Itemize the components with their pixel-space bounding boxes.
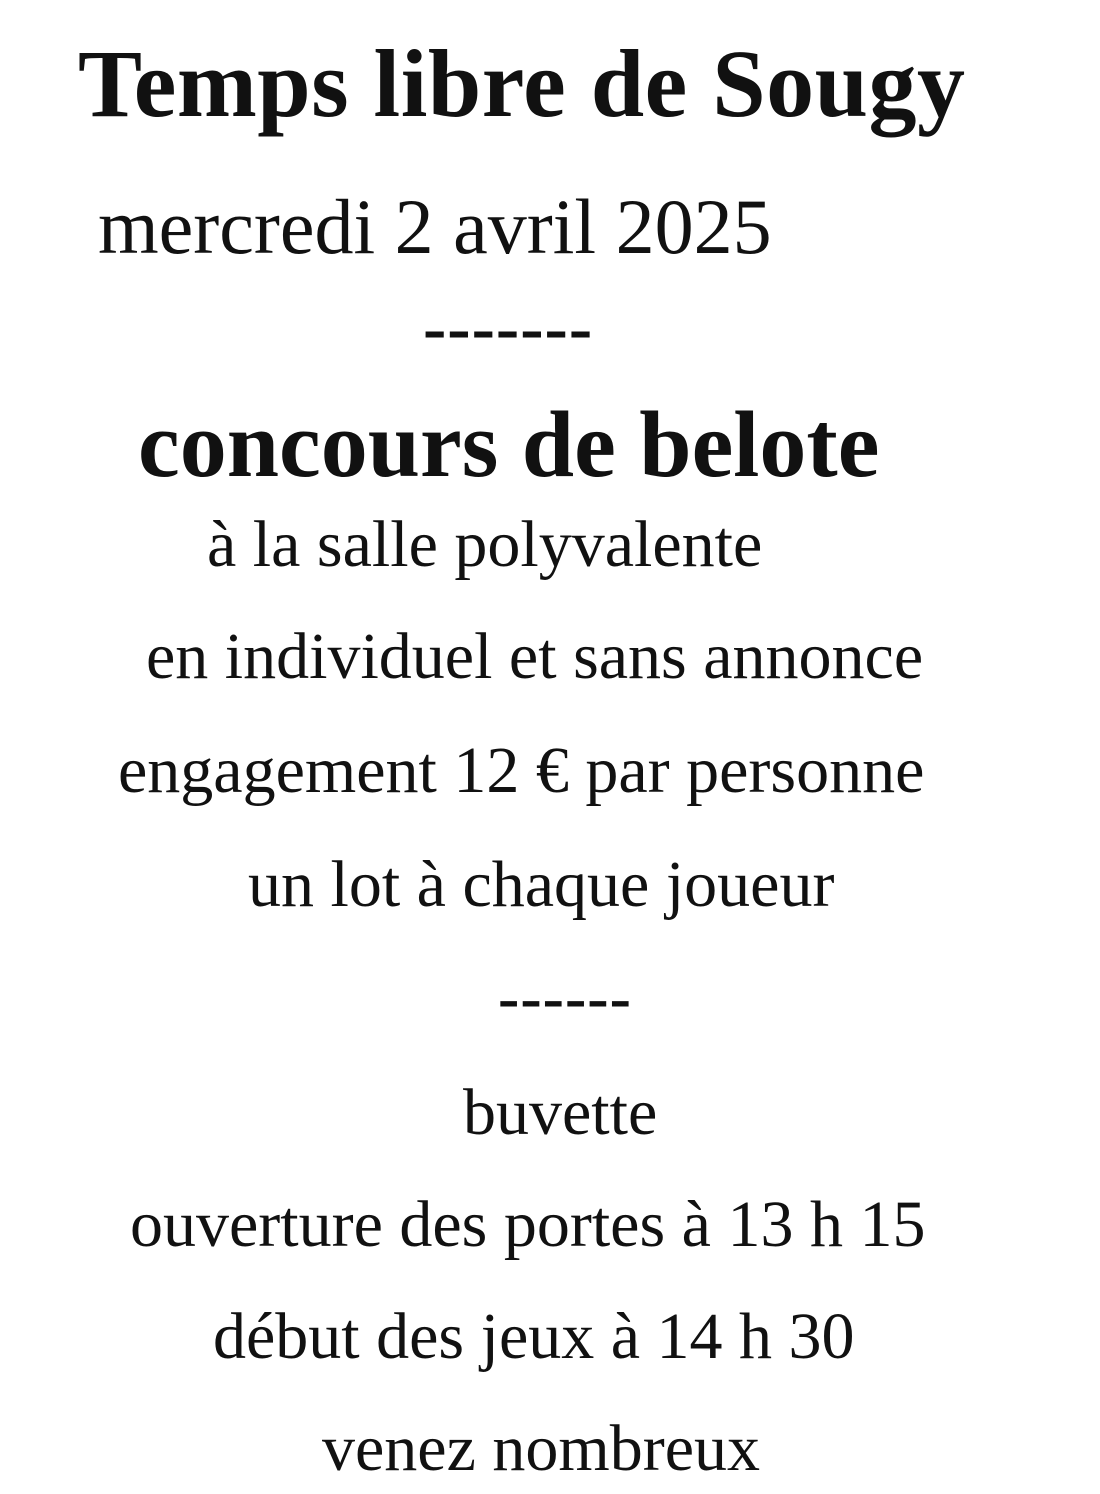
event-date: mercredi 2 avril 2025 <box>98 183 772 270</box>
event-name: concours de belote <box>138 393 880 497</box>
info-invitation: venez nombreux <box>322 1412 760 1485</box>
detail-prize: un lot à chaque joueur <box>248 848 835 921</box>
info-doors-open: ouverture des portes à 13 h 15 <box>130 1188 926 1261</box>
flyer-title: Temps libre de Sougy <box>78 30 966 137</box>
separator-dashes: ------- <box>423 290 594 367</box>
detail-format: en individuel et sans annonce <box>146 620 924 693</box>
info-games-start: début des jeux à 14 h 30 <box>213 1300 855 1373</box>
info-refreshments: buvette <box>463 1076 658 1149</box>
separator-dashes: ------ <box>498 962 632 1033</box>
detail-entry-fee: engagement 12 € par personne <box>118 734 925 807</box>
detail-venue: à la salle polyvalente <box>207 508 763 581</box>
